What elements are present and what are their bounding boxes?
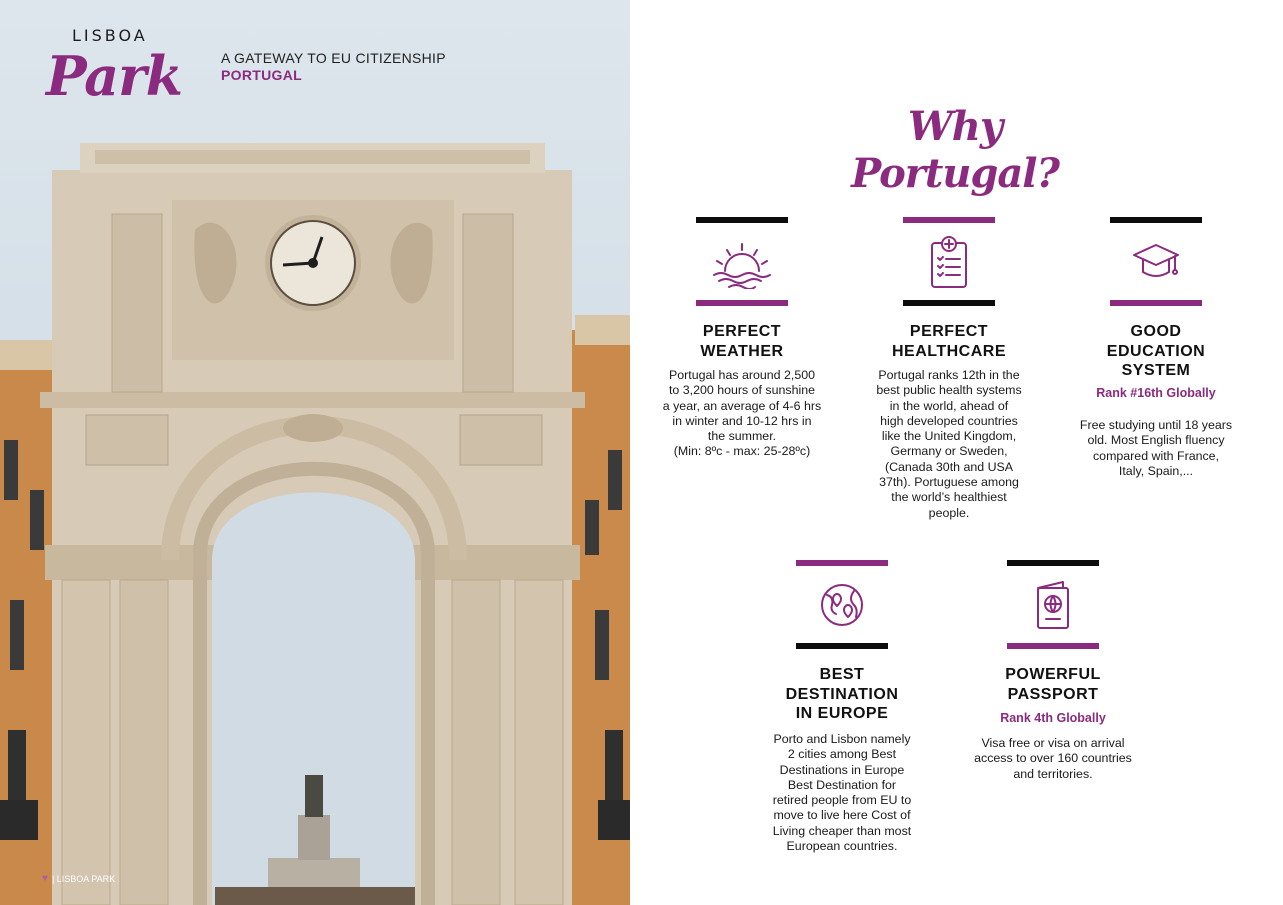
- top-bar: [696, 217, 788, 223]
- card-title: PERFECT HEALTHCARE: [891, 323, 1007, 360]
- bottom-bar: [1007, 643, 1099, 649]
- top-bar: [796, 560, 888, 566]
- top-bar: [1110, 217, 1202, 223]
- footer-brand-label: | LISBOA PARK: [51, 873, 116, 884]
- triumphal-arch-illustration: [0, 0, 630, 905]
- tagline-country: PORTUGAL: [221, 67, 302, 83]
- card-title: PERFECT WEATHER: [700, 323, 784, 360]
- hero-photo: [0, 0, 630, 905]
- sunset-icon: [710, 235, 774, 295]
- card-description: Portugal has around 2,500 to 3,200 hours of sunshine a year, an average of 4-6 hrs in winter and 10-12 hrs in the summer. (Min: 8ºc - max: 25-28ºc): [662, 368, 822, 459]
- page-title: Why Portugal?: [851, 103, 1059, 197]
- graduation-cap-icon: [1124, 232, 1188, 292]
- footer-brand: [42, 873, 115, 884]
- passport-icon: [1021, 575, 1085, 635]
- tagline: A GATEWAY TO EU CITIZENSHIP: [221, 50, 446, 66]
- bottom-bar: [796, 643, 888, 649]
- card-rank: Rank #16th Globally: [1096, 386, 1216, 400]
- card-description: Portugal ranks 12th in the best public health systems in the world, ahead of high developed countries like the United Kingdom, Germany or Sweden, (Canada 30th and USA 37th). Portuguese among the world’s healthiest people.: [876, 368, 1022, 520]
- heart-icon: ♥: [42, 873, 48, 884]
- brand-wordmark-script: Park: [46, 44, 183, 108]
- card-title: POWERFUL PASSPORT: [1005, 666, 1101, 703]
- bottom-bar: [696, 300, 788, 306]
- top-bar: [903, 217, 995, 223]
- bottom-bar: [1110, 300, 1202, 306]
- brand-wordmark-top: LISBOA: [72, 26, 148, 45]
- card-title: GOOD EDUCATION SYSTEM: [1106, 323, 1206, 379]
- bottom-bar: [903, 300, 995, 306]
- globe-pins-icon: [810, 575, 874, 635]
- card-description: Free studying until 18 years old. Most English fluency compared with France, Italy, Spain,...: [1079, 418, 1233, 478]
- medical-clipboard-icon: [917, 232, 981, 292]
- card-title: BEST DESTINATION IN EUROPE: [785, 666, 899, 722]
- top-bar: [1007, 560, 1099, 566]
- card-rank: Rank 4th Globally: [1000, 711, 1106, 725]
- card-description: Visa free or visa on arrival access to over 160 countries and territories.: [974, 736, 1132, 781]
- card-description: Porto and Lisbon namely 2 cities among Best Destinations in Europe Best Destination for retired people from EU to move to live here Cost of Living cheaper than most European countries.: [772, 732, 912, 854]
